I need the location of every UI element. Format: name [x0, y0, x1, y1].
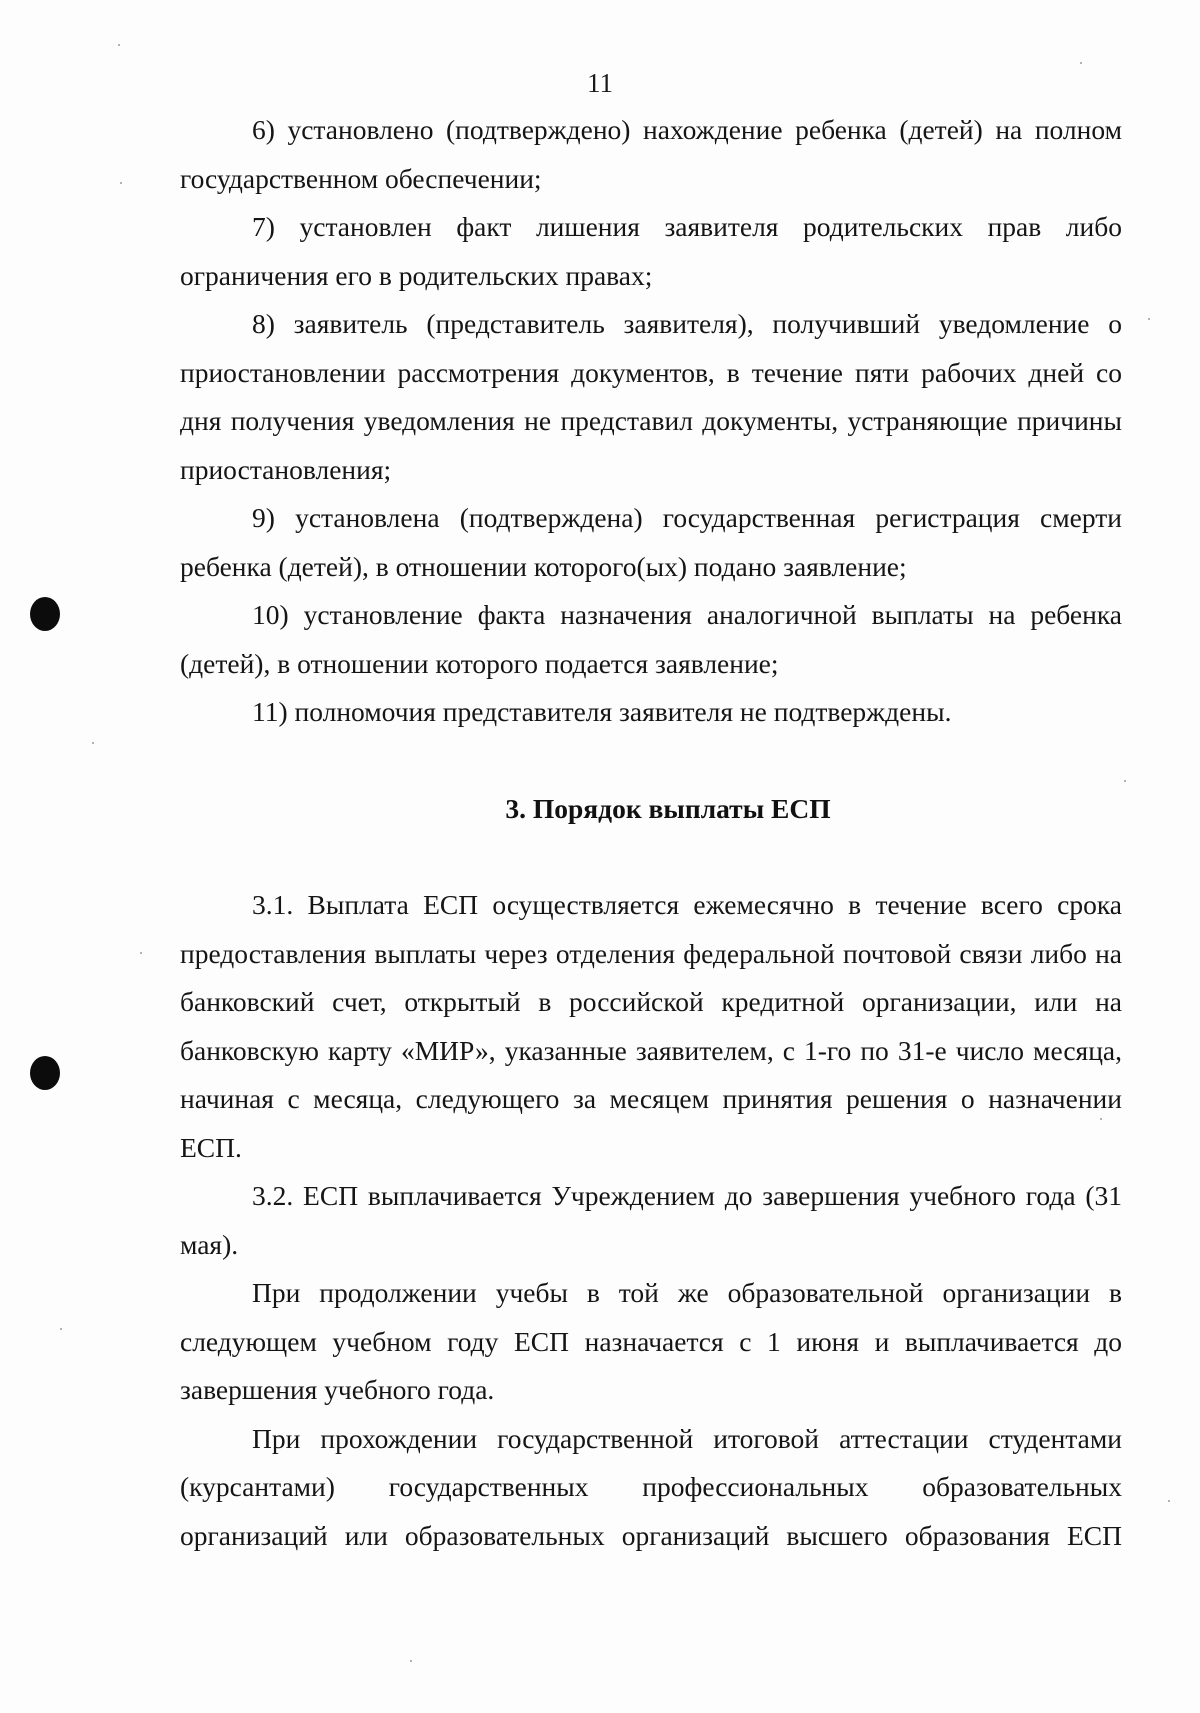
list-item: 10) установление факта назначения аналогичной выплаты на ребенка (детей), в отношении которого подается заявление; [180, 599, 1122, 679]
list-item: 7) установлен факт лишения заявителя родительских прав либо ограничения его в родительских правах; [180, 211, 1122, 291]
scan-speck [60, 1328, 62, 1330]
page-number: 11 [587, 68, 613, 98]
list-item: 8) заявитель (представитель заявителя), получивший уведомление о приостановлении рассмотрения документов, в течение пяти рабочих дней со дня получения уведомления не представил документы, устраняющие причины приостановления; [180, 308, 1122, 485]
list-item: 6) установлено (подтверждено) нахождение ребенка (детей) на полном государственном обеспечении; [180, 114, 1122, 194]
scan-speck [1148, 318, 1150, 320]
scan-speck [1100, 1118, 1102, 1120]
scan-speck [1124, 780, 1126, 782]
scan-speck [118, 44, 120, 46]
scan-speck [120, 182, 122, 184]
section-body [180, 881, 1122, 1560]
punch-hole-mark [30, 1056, 60, 1090]
scan-speck [1168, 1500, 1170, 1502]
paragraph: При прохождении государственной итоговой аттестации студентами (курсантами) государственных профессиональных образовательных организаций или образовательных организаций высшего образования ЕСП [180, 1422, 1122, 1551]
paragraph: 3.2. ЕСП выплачивается Учреждением до завершения учебного года (31 мая). [180, 1180, 1122, 1260]
scan-speck [140, 952, 142, 954]
scan-speck [92, 742, 94, 744]
section-heading: 3. Порядок выплаты ЕСП [505, 793, 831, 824]
paragraph: При продолжении учебы в той же образовательной организации в следующем учебном году ЕСП назначается с 1 июня и выплачивается до завершения учебного года. [180, 1277, 1122, 1405]
list-item: 11) полномочия представителя заявителя не подтверждены. [252, 696, 952, 727]
refusal-grounds-list [180, 106, 1122, 737]
paragraph: 3.1. Выплата ЕСП осуществляется ежемесячно в течение всего срока предоставления выплаты через отделения федеральной почтовой связи либо на банковский счет, открытый в российской кредитной организации, или на банковскую карту «МИР», указанные заявителем, с 1-го по 31-е число месяца, начиная с месяца, следующего за месяцем принятия решения о назначении ЕСП. [180, 889, 1122, 1163]
scan-speck [1080, 62, 1082, 64]
punch-hole-mark [30, 597, 60, 631]
list-item: 9) установлена (подтверждена) государственная регистрация смерти ребенка (детей), в отношении которого(ых) подано заявление; [180, 502, 1122, 582]
scan-speck [410, 1660, 412, 1662]
